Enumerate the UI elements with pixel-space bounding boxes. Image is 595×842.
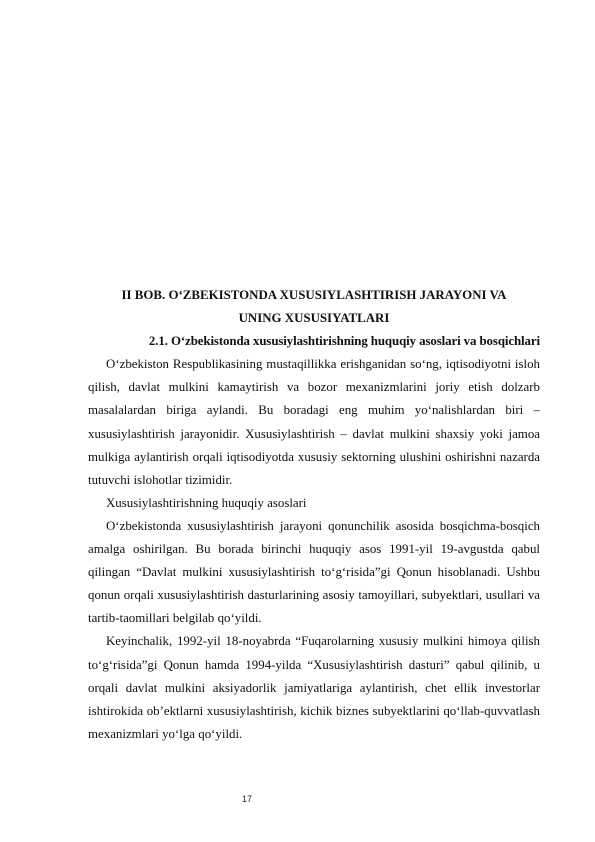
paragraph-legal-basis: O‘zbekistonda xususiylashtirish jarayoni qonunchilik asosida bosqichma-bosqich amalga oshirilgan. Bu borada birinchi huquqiy asos 1991-yil 19-avgustda qabul qilingan “Davlat mulkini xususiylashtirish to‘g‘risida”gi Qonun hisoblanadi. Ushbu qonun orqali xususiylashtirish dasturlarining asosiy tamoyillari, subyektlari, usullari va tartib-taomillari belgilab qo‘yildi.	[88, 518, 540, 626]
page-number: 17	[242, 794, 253, 804]
paragraph-intro: O‘zbekiston Respublikasining mustaqillikka erishganidan so‘ng, iqtisodiyotni isloh qilish, davlat mulkini kamaytirish va bozor mexanizmlarini joriy etish dolzarb masalalardan biriga aylandi. Bu boradagi eng muhim yo‘nalishlardan biri – xususiylashtirish jarayonidir. Xususiylashtirish – davlat mulkini shaxsiy yoki jamoa mulkiga aylantirish orqali iqtisodiyotda xususiy sektorning ulushini oshirishni nazarda tutuvchi islohotlar tizimidir.	[88, 357, 540, 487]
page-content	[88, 284, 540, 746]
chapter-title-line-1: II BOB. O‘ZBEKISTONDA XUSUSIYLASHTIRISH JARAYONI VA	[121, 288, 507, 302]
section-title: 2.1. O‘zbekistonda xususiylashtirishning huquqiy asoslari va bosqichlari	[148, 334, 540, 349]
chapter-title-line-2: UNING XUSUSIYATLARI	[238, 311, 390, 326]
paragraph-later-laws: Keyinchalik, 1992-yil 18-noyabrda “Fuqarolarning xususiy mulkini himoya qilish to‘g‘risida”gi Qonun hamda 1994-yilda “Xususiylashtirish dasturi” qabul qilinib, u orqali davlat mulkini aksiyadorlik jamiyatlariga aylantirish, chet ellik investorlar ishtirokida ob’ektlarni xususiylashtirish, kichik biznes subyektlarini qo‘llab-quvvatlash mexanizmlari yo‘lga qo‘yildi.	[88, 634, 540, 741]
paragraph-legal-basis-heading: Xususiylashtirishning huquqiy asoslari	[106, 495, 307, 510]
